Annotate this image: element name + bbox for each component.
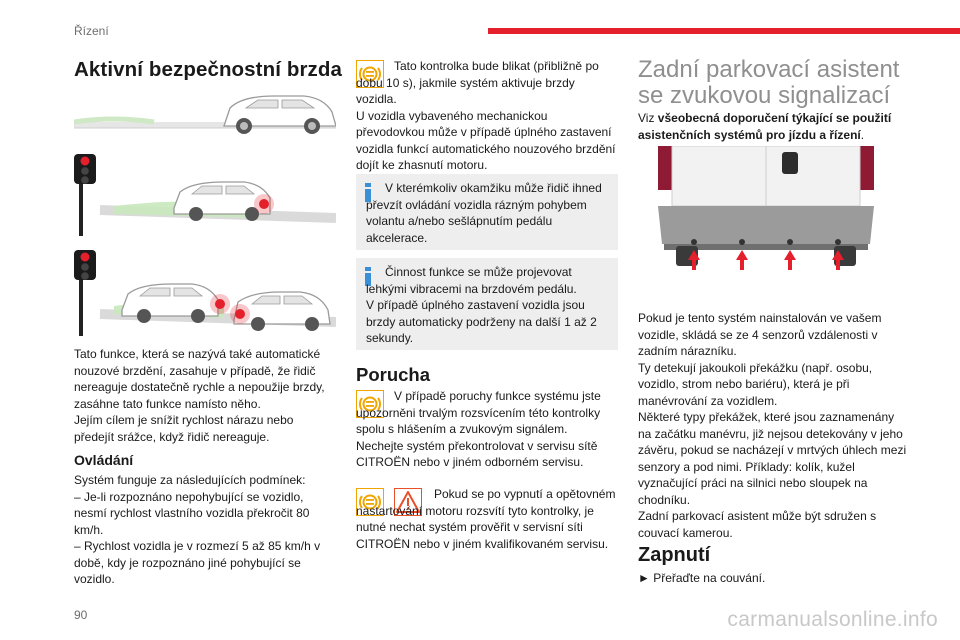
activation-step: ► Přeřaďte na couvání. <box>638 571 766 585</box>
heading-activation: Zapnutí <box>638 544 711 566</box>
heading-fault: Porucha <box>356 364 431 385</box>
warning-paragraph: Tato kontrolka bude blikat (přibližně po dobu 10 s), jakmile systém aktivuje brzdy vozidla. U vozidla vybaveného mechanickou převodovkou může v případě úplného zastavení vozidla funkcí automatického nouzového brzdění dojít ke zhasnutí motoru. <box>356 59 616 172</box>
section-label: Řízení <box>74 24 109 38</box>
right-title: Zadní parkovací asistent se zvukovou signalizací <box>638 56 900 109</box>
info-text-vibration: Činnost funkce se může projevovat lehkými vibracemi na brzdovém pedálu. V případě úplného zastavení vozidla jsou brzdy automaticky podrženy na další 1 až 2 sekundy. <box>366 265 597 345</box>
info-text-override: V kterémkoliv okamžiku může řidič ihned převzít ovládání vozidla rázným pohybem volantu a/nebo sešlápnutím pedálu akcelerace. <box>366 181 602 245</box>
info-box-vibration <box>356 258 618 350</box>
fault-paragraph-1: V případě poruchy funkce systému jste upozorněni trvalým rozsvícením této kontrolky spolu s hlášením a zvukovým signálem. Nechejte systém překontrolovat v servisu sítě CITROËN nebo v jiném odborném servisu. <box>356 389 601 469</box>
watermark: carmanualsonline.info <box>727 608 938 631</box>
subheading-control: Ovládání <box>74 452 134 468</box>
intro-paragraph: Tato funkce, která se nazývá také automatické nouzové brzdění, zasahuje v případě, že řidič nereaguje dostatečně rychle a nepoužije brzdy, zasáhne tato funkce namísto něho. Jejím cílem je snížit rychlost nárazu nebo předejít srážce, když řidič nereaguje. <box>74 347 325 444</box>
see-reference <box>638 110 910 143</box>
see-link-text: všeobecná doporučení týkající se použití asistenčních systémů pro jízdu a řízení <box>638 111 892 142</box>
see-prefix: Viz <box>638 111 658 125</box>
see-suffix: . <box>860 127 865 142</box>
parking-assist-paragraph: Pokud je tento systém nainstalován ve vašem vozidle, skládá se ze 4 senzorů vzdálenosti v zadním nárazníku. Ty detekují jakoukoli překážku (např. osobu, vozidlo, strom nebo bariéru), která je při manévrování za vozidlem. Některé typy překážek, které jsou zaznamenány na začátku manévru, již nejsou detekovány v jeho závěru, pokud se nacházejí v mrtvých úhlech mezi senzory a pod nimi. Příklady: kolík, kužel vyznačující práci na silnici nebo sloupek na chodníku. Zadní parkovací asistent může být sdružen s couvací kamerou. <box>638 311 907 540</box>
control-paragraph: Systém funguje za následujících podmínek: – Je-li rozpoznáno nepohybující se vozidlo, nesmí rychlost vlastního vozidla překročit 80 km/h. – Rychlost vozidla je v rozmezí 5 až 85 km/h v době, kdy je rozpoznáno jiné pohybující se vozidlo. <box>74 473 321 586</box>
info-box-override <box>356 174 618 250</box>
illustration-rear-sensors <box>654 146 878 274</box>
illustration-traffic-light-stopped <box>74 148 336 236</box>
page-title: Aktivní bezpečnostní brzda <box>74 58 342 81</box>
page-number: 90 <box>74 608 88 622</box>
illustration-car-approach <box>74 88 336 144</box>
header-accent-bar <box>488 28 960 34</box>
illustration-traffic-light-queue <box>74 244 336 336</box>
fault-paragraph-2: Pokud se po vypnutí a opětovném nastartování motoru rozsvítí tyto kontrolky, je nutné nechat systém prověřit v servisní síti CITROËN nebo v jiném kvalifikovaném servisu. <box>356 487 616 551</box>
